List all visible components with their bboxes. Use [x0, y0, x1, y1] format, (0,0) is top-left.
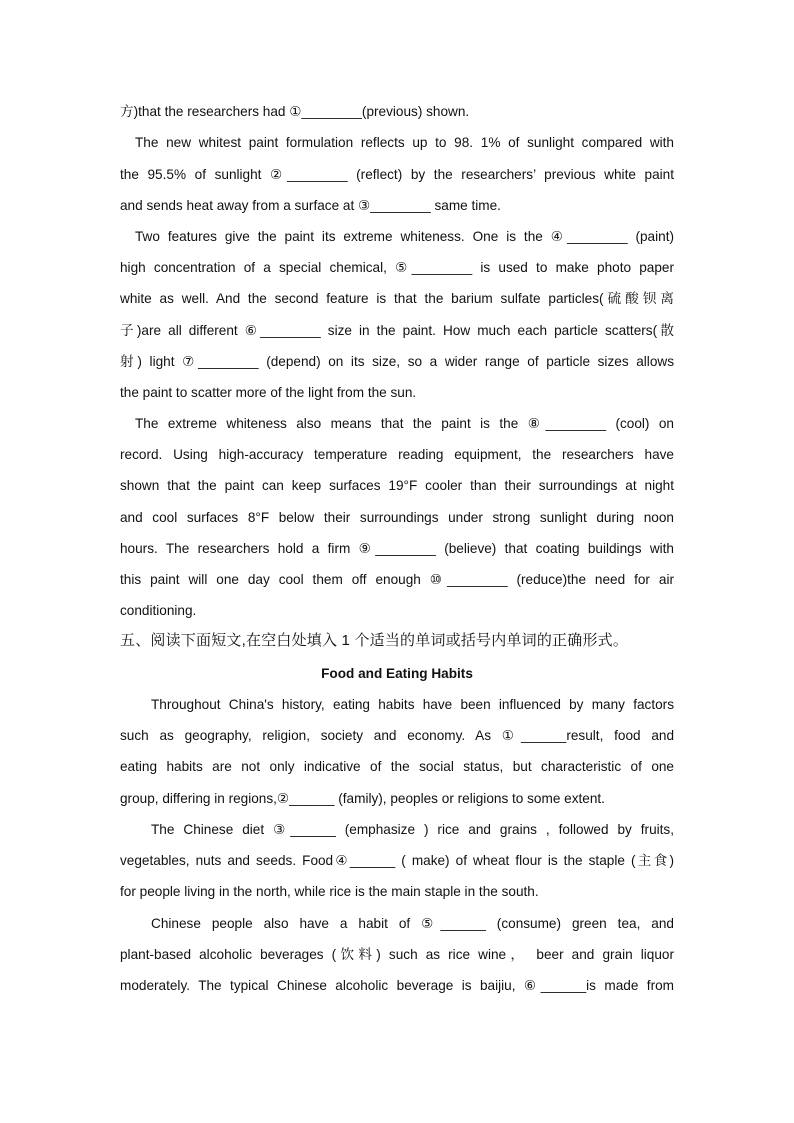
passage-line: group, differing in regions,②______ (family), peoples or religions to some extent. [120, 791, 605, 806]
section-heading: 五、阅读下面短文,在空白处填入 1 个适当的单词或括号内单词的正确形式。 [120, 632, 629, 649]
passage-line: shown that the paint can keep surfaces 19°F cooler than their surroundings at night [120, 478, 674, 493]
passage-line: vegetables, nuts and seeds. Food④______ ( make) of wheat flour is the staple (主食) [120, 853, 674, 868]
passage-line: plant-based alcoholic beverages (饮料) such as rice wine， beer and grain liquor [120, 947, 674, 962]
passage-line: moderately. The typical Chinese alcoholic beverage is baijiu, ⑥______is made from [120, 978, 674, 993]
passage-line: for people living in the north, while rice is the main staple in the south. [120, 884, 539, 899]
passage-line: The new whitest paint formulation reflects up to 98. 1% of sunlight compared with [135, 135, 674, 150]
passage-line: high concentration of a special chemical, ⑤________ is used to make photo paper [120, 260, 674, 275]
passage-line: hours. The researchers hold a firm ⑨________ (believe) that coating buildings with [120, 541, 674, 556]
passage-title: Food and Eating Habits [321, 666, 473, 681]
passage-line: and sends heat away from a surface at ③________ same time. [120, 198, 501, 213]
passage-line: 方)that the researchers had ①________(previous) shown. [120, 104, 470, 119]
passage-line: record. Using high-accuracy temperature reading equipment, the researchers have [120, 447, 674, 462]
passage-line: white as well. And the second feature is that the barium sulfate particles(硫酸钡离 [120, 291, 674, 306]
passage-line: The Chinese diet ③______ (emphasize ) rice and grains , followed by fruits, [151, 822, 674, 837]
passage-line: the paint to scatter more of the light from the sun. [120, 385, 417, 400]
passage-line: Two features give the paint its extreme whiteness. One is the ④________ (paint) [135, 229, 674, 244]
passage-line: eating habits are not only indicative of the social status, but characteristic of one [120, 759, 674, 774]
passage-line: The extreme whiteness also means that the paint is the ⑧________ (cool) on [135, 416, 674, 431]
passage-line: Chinese people also have a habit of ⑤______ (consume) green tea, and [151, 916, 674, 931]
passage-line: this paint will one day cool them off enough ⑩________ (reduce)the need for air [120, 572, 674, 587]
passage-line: such as geography, religion, society and economy. As ①______result, food and [120, 728, 674, 743]
passage-line: 射) light ⑦________ (depend) on its size, so a wider range of particle sizes allows [120, 354, 674, 369]
passage-line: the 95.5% of sunlight ②________ (reflect) by the researchers’ previous white paint [120, 167, 674, 182]
passage-line: and cool surfaces 8°F below their surroundings under strong sunlight during noon [120, 510, 674, 525]
passage-line: conditioning. [120, 603, 197, 618]
passage-line: 子)are all different ⑥________ size in the paint. How much each particle scatters(散 [120, 323, 674, 338]
passage-line: Throughout China's history, eating habits have been influenced by many factors [151, 697, 674, 712]
